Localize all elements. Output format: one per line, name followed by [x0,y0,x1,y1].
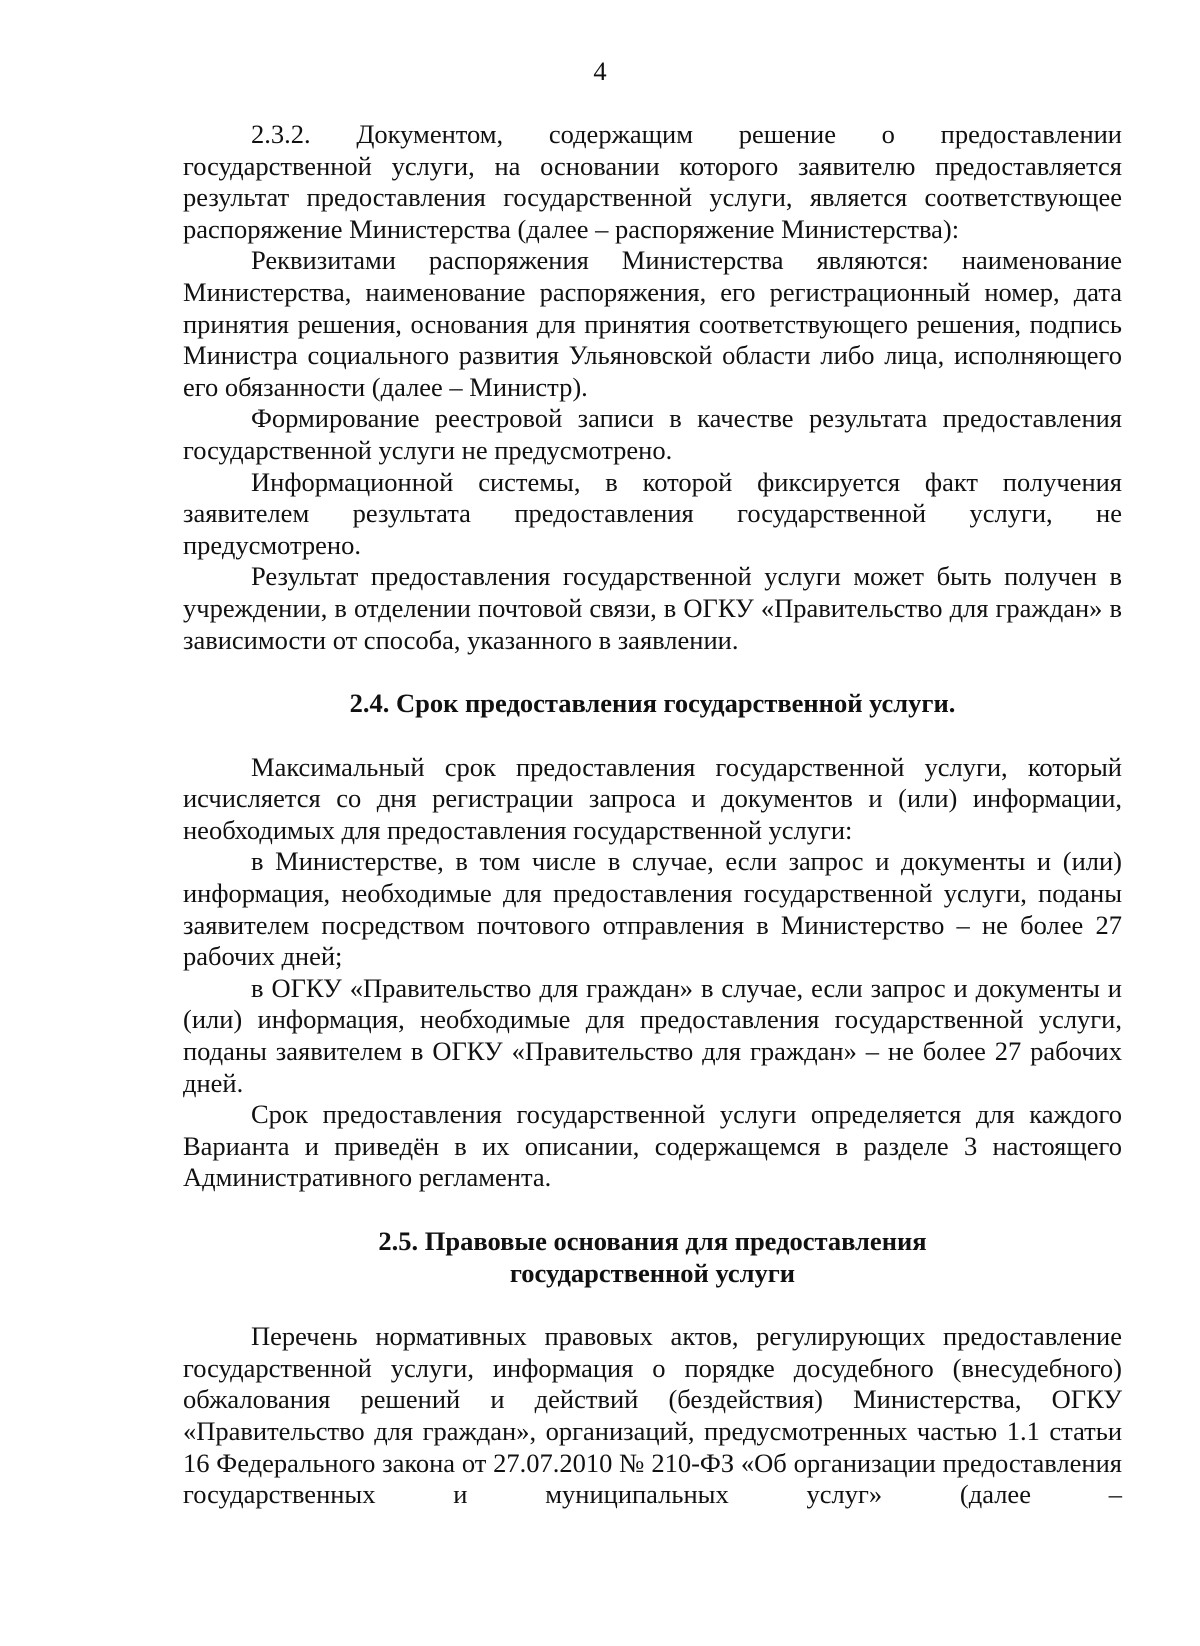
document-body [183,119,1122,1511]
section-heading-2-5-line-2: государственной услуги [509,1257,796,1288]
paragraph-ministry-term: в Министерстве, в том числе в случае, если запрос и документы и (или) информация, необходимые для предоставления государственной услуги, поданы заявителем посредством почтового отправления в Министерство – не более 27 рабочих дней; [183,846,1122,972]
paragraph-information-system: Информационной системы, в которой фиксируется факт получения заявителем результата предоставления государственной услуги, не предусмотрено. [183,466,1122,560]
section-heading-2-5 [183,1226,1122,1289]
paragraph-ogku-term: в ОГКУ «Правительство для граждан» в случае, если запрос и документы и (или) информация, необходимые для предоставления государственной услуги, поданы заявителем в ОГКУ «Правительство для граждан» – не более 27 рабочих дней. [183,972,1122,1098]
section-heading-2-5-line-1: 2.5. Правовые основания для предоставления [378,1226,927,1256]
paragraph-result-delivery: Результат предоставления государственной услуги может быть получен в учреждении, в отделении почтовой связи, в ОГКУ «Правительство для граждан» в зависимости от способа, указанного в заявлении. [183,561,1122,655]
paragraph-registry-record: Формирование реестровой записи в качестве результата предоставления государственной услуги не предусмотрено. [183,403,1122,465]
section-heading-2-4: 2.4. Срок предоставления государственной услуги. [349,688,956,719]
page-number: 4 [593,56,607,86]
paragraph-2-3-2: 2.3.2. Документом, содержащим решение о предоставлении государственной услуги, на основании которого заявителю предоставляется результат предоставления государственной услуги, является соответствующее распоряжение Министерства (далее – распоряжение Министерства): [183,119,1122,244]
paragraph-variant-term: Срок предоставления государственной услуги определяется для каждого Варианта и приведён в их описании, содержащемся в разделе 3 настоящего Административного регламента. [183,1099,1122,1193]
paragraph-requisites: Реквизитами распоряжения Министерства являются: наименование Министерства, наименование распоряжения, его регистрационный номер, дата принятия решения, основания для принятия соответствующего решения, подпись Министра социального развития Ульяновской области либо лица, исполняющего его обязанности (далее – Министр). [183,245,1122,402]
paragraph-max-term: Максимальный срок предоставления государственной услуги, который исчисляется со дня регистрации запроса и документов и (или) информации, необходимых для предоставления государственной услуги: [183,751,1122,845]
paragraph-legal-acts: Перечень нормативных правовых актов, регулирующих предоставление государственной услуги, информация о порядке досудебного (внесудебного) обжалования решений и действий (бездействия) Министерства, ОГКУ «Правительство для граждан», организаций, предусмотренных частью 1.1 статьи 16 Федерального закона от 27.07.2010 № 210-ФЗ «Об организации предоставления государственных и муниципальных услуг» (далее – [183,1321,1122,1510]
